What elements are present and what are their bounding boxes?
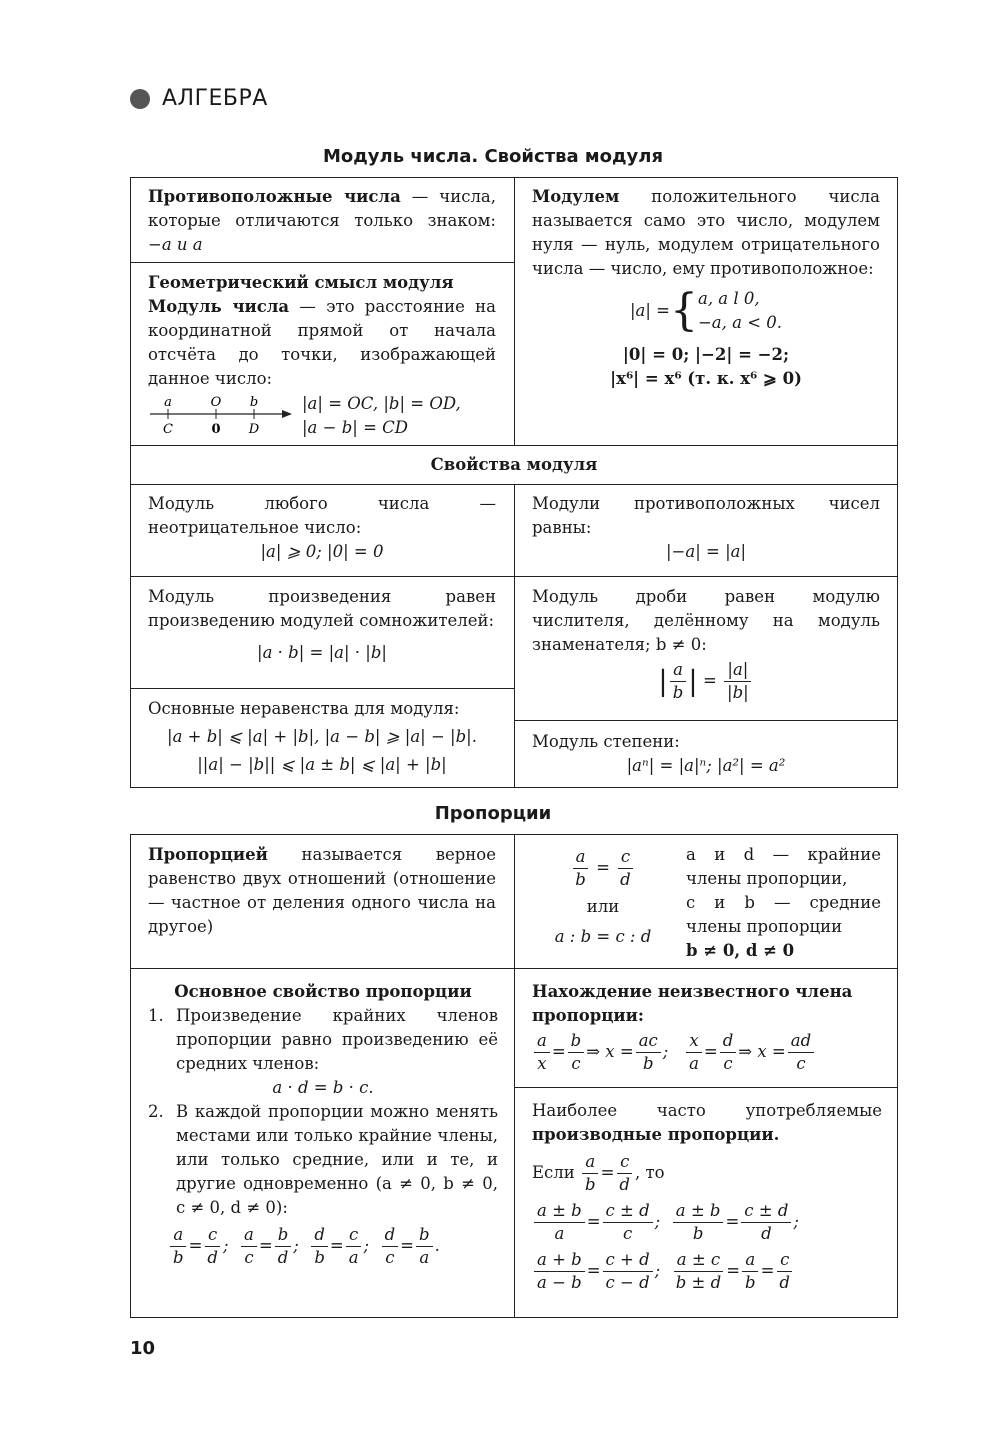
geometric-formulas: |a| = OC, |b| = OD, |a − b| = CD xyxy=(302,394,461,437)
property-product: Модуль произведения равен произведению модулей сомножителей: |a · b| = |a| · |b| xyxy=(148,587,496,662)
proportion-members: a и d — крайние члены пропорции, c и b — средние члены пропорции b ≠ 0, d ≠ 0 xyxy=(686,845,881,960)
axis-label-o: O xyxy=(210,395,222,410)
property-inequalities: Основные неравенства для модуля: |a + b| ⩽ |a| + |b|, |a − b| ⩾ |a| − |b|. ||a| − |b|| ⩽ |a ± b| ⩽ |a| + |b| xyxy=(148,699,477,774)
chapter-title: АЛГЕБРА xyxy=(162,86,268,111)
modulus-definition-cell: Модулем положительного числа называется само это число, модулем нуля — нуль, модулем отрицательного числа — число, ему противоположное: |a| = { a, a l 0, −a, a < 0. |0| = 0; |−2| = −2; |x⁶| = x⁶ (т. к. x⁶ ⩾ 0) xyxy=(532,187,880,388)
axis-label-c: C xyxy=(163,422,173,437)
proportion-form: $\frac{a}{b}$ = $\frac{c}{d}$ или a : b = c : d xyxy=(554,847,652,946)
brace-icon: { xyxy=(669,285,698,336)
axis-label-a: a xyxy=(164,395,172,410)
main-property-cell: Основное свойство пропорции 1. Произведение крайних членов пропорции равно произведению её средних членов: a · d = b · c. 2. В каждой пропорции можно менять местами или только крайние члены, или только средние, или и те, и другие одновременно (a ≠ 0, b ≠ 0, c ≠ 0, d ≠ 0): $\frac{a}{b}$ = $\frac{c}{d}$ ; $\frac{a}{c}$ = $\frac{b}{d}$ ; $\frac{d}{b}$ = $\frac{c}{a}$ ; $\frac{d}{c}$ = $\frac{b}{a}$ . xyxy=(148,982,498,1267)
permuted-proportions: $\frac{a}{b}$ = $\frac{c}{d}$ ; $\frac{a}{c}$ = $\frac{b}{d}$ ; $\frac{d}{b}$ = $\frac{c}{a}$ ; $\frac{d}{c}$ = $\frac{b}{a}$ . xyxy=(168,1224,498,1269)
properties-title: Свойства модуля xyxy=(430,455,598,474)
property-power: Модуль степени: |aⁿ| = |a|ⁿ; |a²| = a² xyxy=(532,732,786,775)
piecewise-formula: |a| = { a, a l 0, −a, a < 0. xyxy=(629,285,783,336)
page-number: 10 xyxy=(130,1338,156,1359)
derived-proportions-cell: Наиболее часто употребляемые производные пропорции. Если $\frac{a}{b}$ = $\frac{c}{d}$ , то $\frac{a \pm b}{a}$ = $\frac{c \pm d}{c}$ ; $\frac{a \pm b}{b}$ = $\frac{c \pm d}{d}$ ; $\frac{a + b}{a - b}$ = $\frac{c + d}{c - d}$ ; $\frac{a \pm c}{b \pm d}$ = $\frac{a}{b}$ = $\frac{c}{d}$ xyxy=(532,1101,882,1292)
axis-label-d: D xyxy=(248,422,260,437)
number-line-diagram xyxy=(146,392,296,438)
property-quotient: Модуль дроби равен модулю числителя, делённому на модуль знаменателя; b ≠ 0: | $\frac{a}{b}$ | = $\frac{|a|}{|b|}$ xyxy=(532,587,880,702)
opposite-numbers-cell: Противоположные числа — числа, которые отличаются только знаком: −a и a xyxy=(148,187,497,254)
proportion-definition-cell: Пропорцией называется верное равенство двух отношений (отношение — частное от деления одного числа на другое) xyxy=(148,845,496,936)
find-unknown-cell: Нахождение неизвестного члена пропорции: $\frac{a}{x}$ = $\frac{b}{c}$ ⇒ x = $\frac{ac}{b}$ ; $\frac{x}{a}$ = $\frac{d}{c}$ ⇒ x = $\frac{ad}{c}$ xyxy=(532,980,882,1075)
section-title-proportions: Пропорции xyxy=(434,803,552,824)
find-unknown-formulas: $\frac{a}{x}$ = $\frac{b}{c}$ ⇒ x = $\frac{ac}{b}$ ; $\frac{x}{a}$ = $\frac{d}{c}$ ⇒ x = $\frac{ad}{c}$ xyxy=(532,1030,882,1075)
geometric-meaning-cell: Геометрический смысл модуля Модуль числа — это расстояние на координатной прямой от начала отсчёта до точки, изображающей данное число: xyxy=(148,273,497,388)
axis-label-zero: 0 xyxy=(211,422,221,437)
derived-formulas-row1: $\frac{a \pm b}{a}$ = $\frac{c \pm d}{c}$ ; $\frac{a \pm b}{b}$ = $\frac{c \pm d}{d}$ ; xyxy=(532,1200,882,1245)
section-title-modulus: Модуль числа. Свойства модуля xyxy=(322,146,664,167)
axis-label-b: b xyxy=(249,395,259,410)
chapter-header xyxy=(130,86,268,111)
derived-formulas-row2: $\frac{a + b}{a - b}$ = $\frac{c + d}{c - d}$ ; $\frac{a \pm c}{b \pm d}$ = $\frac{a}{b}$ = $\frac{c}{d}$ xyxy=(532,1249,882,1294)
property-nonnegative: Модуль любого числа — неотрицательное число: |a| ⩾ 0; |0| = 0 xyxy=(148,494,496,561)
bullet-dot-icon xyxy=(130,89,150,109)
property-opposite-equal: Модули противоположных чисел равны: |−a| = |a| xyxy=(532,494,880,561)
